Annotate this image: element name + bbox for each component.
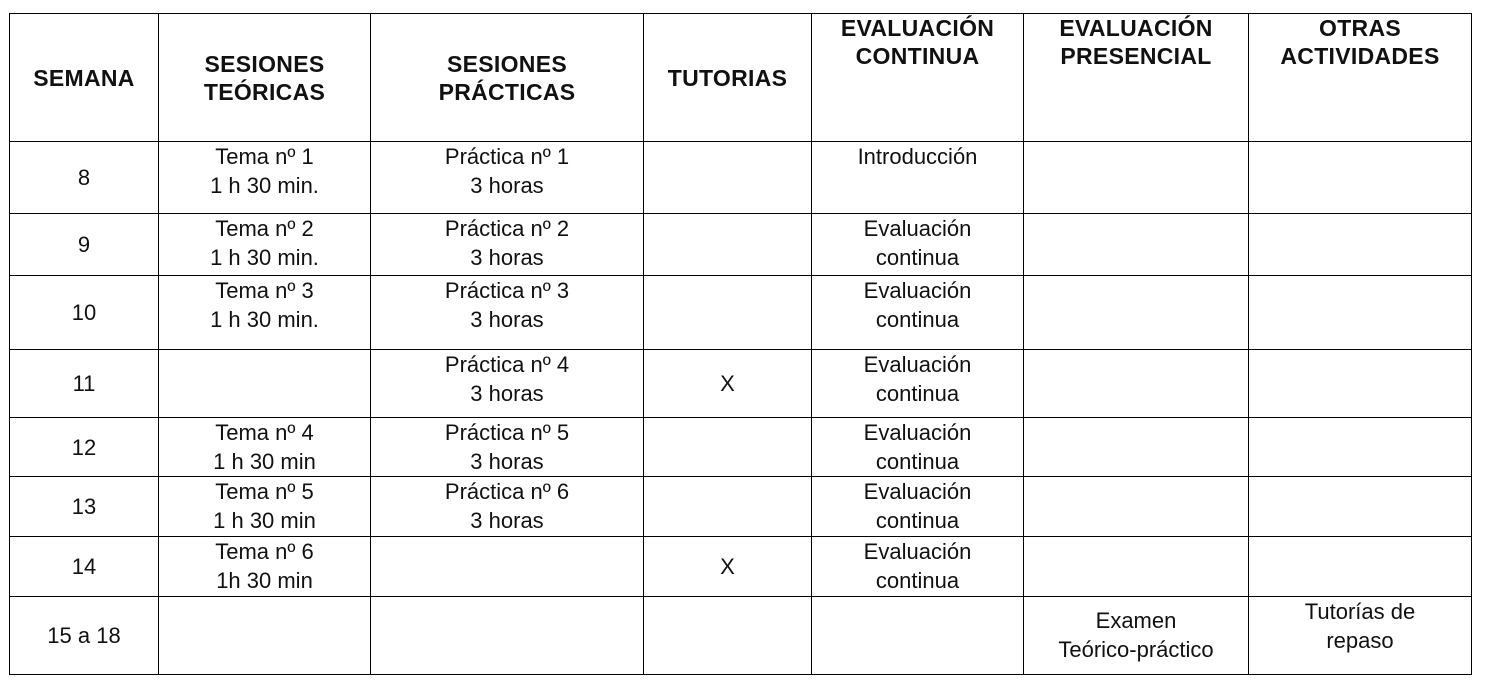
cell-otras bbox=[1249, 537, 1472, 597]
table-row bbox=[10, 418, 1472, 477]
cell-semana bbox=[10, 214, 159, 276]
table-row bbox=[10, 477, 1472, 537]
header-sesiones-teoricas bbox=[159, 14, 371, 142]
cell-practicas bbox=[371, 214, 644, 276]
table-row bbox=[10, 142, 1472, 214]
teoricas-duracion: 1 h 30 min. bbox=[210, 307, 319, 332]
tutorias-mark: X bbox=[720, 554, 735, 579]
cell-otras bbox=[1249, 477, 1472, 537]
header-semana bbox=[10, 14, 159, 142]
header-sesiones-practicas bbox=[371, 14, 644, 142]
continua-line-2: continua bbox=[875, 568, 960, 593]
header-row bbox=[10, 14, 1472, 142]
practicas-duracion: 3 horas bbox=[470, 508, 544, 533]
header-evaluacion-presencial bbox=[1024, 14, 1249, 142]
cell-tutorias bbox=[644, 276, 812, 350]
cell-presencial bbox=[1024, 537, 1249, 597]
teoricas-tema: Tema nº 6 bbox=[215, 539, 314, 564]
practicas-practica: Práctica nº 5 bbox=[444, 420, 570, 445]
continua-line-1: Evaluación bbox=[863, 352, 972, 377]
otras-line-1: Tutorías de bbox=[1304, 599, 1416, 624]
header-evaluacion-continua bbox=[812, 14, 1024, 142]
header-otras-actividades bbox=[1249, 14, 1472, 142]
continua-line-1: Evaluación bbox=[863, 479, 972, 504]
table-row bbox=[10, 276, 1472, 350]
presencial-line-2: Teórico-práctico bbox=[1058, 637, 1214, 662]
header-teoricas-line-1: SESIONES bbox=[204, 50, 325, 77]
cell-teoricas bbox=[159, 537, 371, 597]
header-presencial-line-1: EVALUACIÓN bbox=[1059, 15, 1213, 41]
schedule-table bbox=[9, 13, 1472, 675]
practicas-practica: Práctica nº 4 bbox=[444, 352, 570, 377]
week-number: 9 bbox=[77, 232, 91, 257]
table-row bbox=[10, 537, 1472, 597]
cell-semana bbox=[10, 276, 159, 350]
cell-otras bbox=[1249, 142, 1472, 214]
teoricas-duracion: 1h 30 min bbox=[216, 568, 313, 593]
table-row bbox=[10, 597, 1472, 675]
continua-line-1: Introducción bbox=[857, 144, 978, 169]
practicas-duracion: 3 horas bbox=[470, 173, 544, 198]
cell-semana bbox=[10, 537, 159, 597]
continua-line-1: Evaluación bbox=[863, 278, 972, 303]
cell-presencial bbox=[1024, 597, 1249, 675]
cell-teoricas bbox=[159, 214, 371, 276]
teoricas-duracion: 1 h 30 min. bbox=[210, 245, 319, 270]
cell-continua bbox=[812, 597, 1024, 675]
week-number: 11 bbox=[72, 371, 96, 396]
header-continua-line-1: EVALUACIÓN bbox=[840, 15, 995, 41]
teoricas-duracion: 1 h 30 min bbox=[213, 449, 316, 474]
practicas-duracion: 3 horas bbox=[470, 449, 544, 474]
header-tutorias-label: TUTORIAS bbox=[667, 64, 788, 91]
cell-tutorias bbox=[644, 350, 812, 418]
cell-otras bbox=[1249, 214, 1472, 276]
cell-teoricas bbox=[159, 142, 371, 214]
cell-practicas bbox=[371, 350, 644, 418]
cell-tutorias bbox=[644, 597, 812, 675]
continua-line-2: continua bbox=[875, 245, 960, 270]
header-semana-label: SEMANA bbox=[33, 64, 135, 91]
continua-line-2: continua bbox=[875, 508, 960, 533]
cell-continua bbox=[812, 537, 1024, 597]
otras-line-2: repaso bbox=[1326, 628, 1394, 653]
cell-continua bbox=[812, 350, 1024, 418]
cell-presencial bbox=[1024, 276, 1249, 350]
continua-line-1: Evaluación bbox=[863, 539, 972, 564]
cell-tutorias bbox=[644, 477, 812, 537]
cell-teoricas bbox=[159, 276, 371, 350]
teoricas-tema: Tema nº 4 bbox=[215, 420, 314, 445]
cell-semana bbox=[10, 597, 159, 675]
teoricas-duracion: 1 h 30 min bbox=[213, 508, 316, 533]
cell-otras bbox=[1249, 350, 1472, 418]
cell-practicas bbox=[371, 418, 644, 477]
practicas-duracion: 3 horas bbox=[470, 381, 544, 406]
week-number: 13 bbox=[71, 494, 97, 519]
header-practicas-line-2: PRÁCTICAS bbox=[438, 78, 576, 105]
cell-continua bbox=[812, 214, 1024, 276]
cell-tutorias bbox=[644, 418, 812, 477]
continua-line-1: Evaluación bbox=[863, 420, 972, 445]
cell-presencial bbox=[1024, 477, 1249, 537]
cell-semana bbox=[10, 350, 159, 418]
teoricas-tema: Tema nº 2 bbox=[215, 216, 314, 241]
cell-practicas bbox=[371, 276, 644, 350]
week-number: 15 a 18 bbox=[47, 623, 121, 648]
week-number: 14 bbox=[71, 554, 97, 579]
cell-semana bbox=[10, 418, 159, 477]
cell-tutorias bbox=[644, 214, 812, 276]
cell-tutorias bbox=[644, 142, 812, 214]
cell-semana bbox=[10, 142, 159, 214]
cell-continua bbox=[812, 142, 1024, 214]
teoricas-tema: Tema nº 3 bbox=[215, 278, 314, 303]
practicas-duracion: 3 horas bbox=[470, 307, 544, 332]
cell-practicas bbox=[371, 477, 644, 537]
cell-practicas bbox=[371, 537, 644, 597]
cell-continua bbox=[812, 477, 1024, 537]
cell-presencial bbox=[1024, 142, 1249, 214]
cell-presencial bbox=[1024, 350, 1249, 418]
practicas-duracion: 3 horas bbox=[470, 245, 544, 270]
cell-continua bbox=[812, 418, 1024, 477]
cell-teoricas bbox=[159, 597, 371, 675]
header-otras-line-2: ACTIVIDADES bbox=[1280, 43, 1440, 69]
cell-semana bbox=[10, 477, 159, 537]
teoricas-tema: Tema nº 5 bbox=[215, 479, 314, 504]
continua-line-2: continua bbox=[875, 449, 960, 474]
cell-presencial bbox=[1024, 214, 1249, 276]
week-number: 12 bbox=[71, 434, 97, 460]
tutorias-mark: X bbox=[720, 371, 735, 396]
teoricas-tema: Tema nº 1 bbox=[215, 144, 314, 169]
header-tutorias bbox=[644, 14, 812, 142]
cell-practicas bbox=[371, 597, 644, 675]
cell-practicas bbox=[371, 142, 644, 214]
week-number: 10 bbox=[71, 300, 97, 325]
table-row bbox=[10, 350, 1472, 418]
week-number: 8 bbox=[77, 165, 91, 190]
practicas-practica: Práctica nº 1 bbox=[444, 144, 570, 169]
continua-line-2: continua bbox=[875, 307, 960, 332]
cell-teoricas bbox=[159, 418, 371, 477]
cell-teoricas bbox=[159, 350, 371, 418]
header-teoricas-line-2: TEÓRICAS bbox=[203, 78, 326, 105]
continua-line-2: continua bbox=[875, 381, 960, 406]
continua-line-1: Evaluación bbox=[863, 216, 972, 241]
practicas-practica: Práctica nº 6 bbox=[444, 479, 570, 504]
cell-tutorias bbox=[644, 537, 812, 597]
table-row bbox=[10, 214, 1472, 276]
presencial-line-1: Examen bbox=[1095, 608, 1177, 633]
cell-continua bbox=[812, 276, 1024, 350]
practicas-practica: Práctica nº 3 bbox=[444, 278, 570, 303]
cell-otras bbox=[1249, 276, 1472, 350]
cell-otras bbox=[1249, 597, 1472, 675]
header-presencial-line-2: PRESENCIAL bbox=[1060, 43, 1212, 69]
header-practicas-line-1: SESIONES bbox=[447, 50, 567, 77]
header-continua-line-2: CONTINUA bbox=[855, 43, 980, 69]
cell-otras bbox=[1249, 418, 1472, 477]
cell-presencial bbox=[1024, 418, 1249, 477]
teoricas-duracion: 1 h 30 min. bbox=[210, 173, 319, 198]
header-otras-line-1: OTRAS bbox=[1319, 15, 1401, 41]
cell-teoricas bbox=[159, 477, 371, 537]
practicas-practica: Práctica nº 2 bbox=[444, 216, 570, 241]
